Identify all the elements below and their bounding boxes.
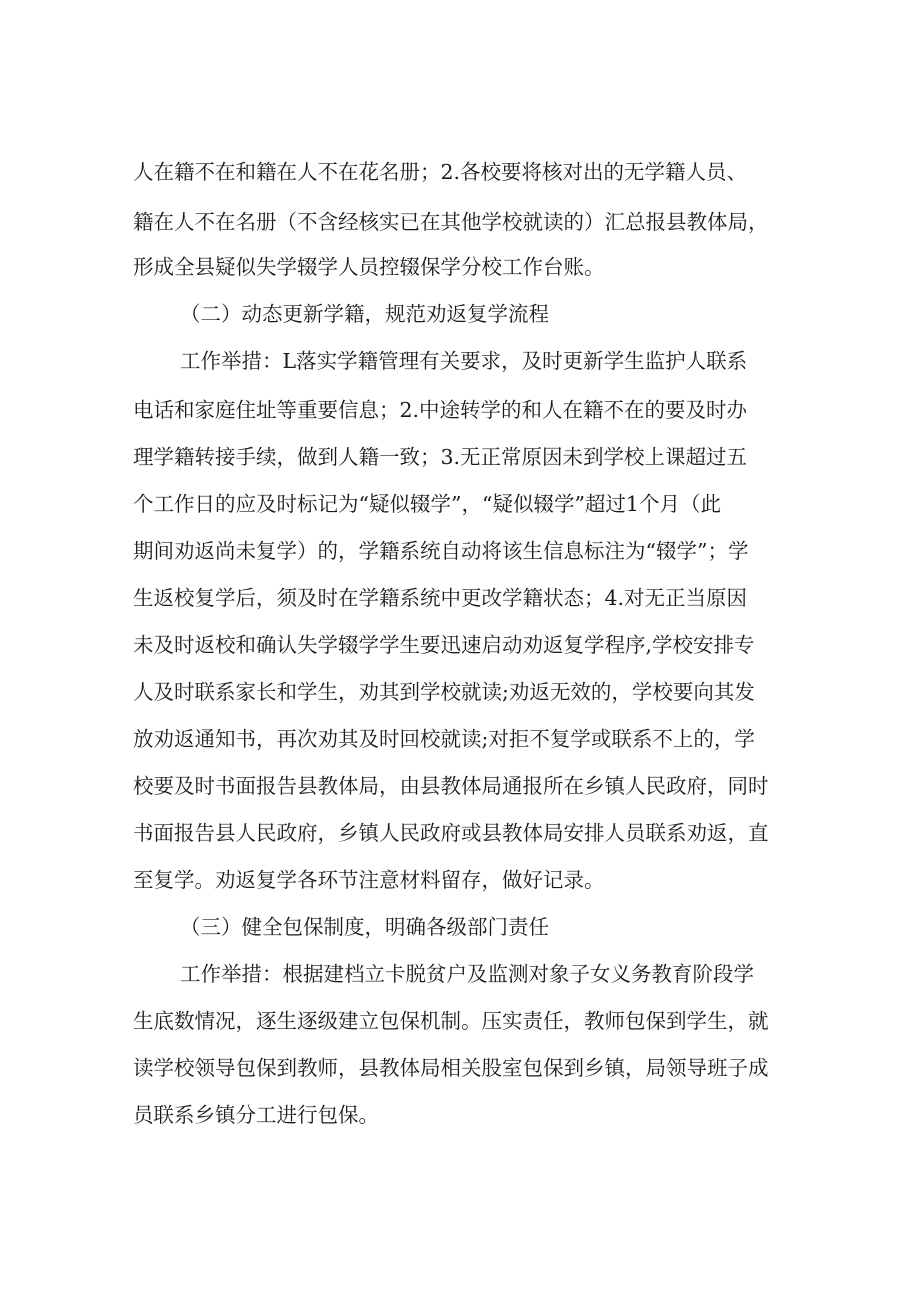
text-line: 员联系乡镇分工进行包保。 (133, 1103, 379, 1127)
text-line: 工作举措：根据建档立卡脱贫户及监测对象子女义务教育阶段学 (180, 962, 754, 986)
text-line: 理学籍转接手续，做到人籍一致；3.无正常原因未到学校上课超过五 (133, 445, 748, 469)
text-line: 书面报告县人民政府，乡镇人民政府或县教体局安排人员联系劝返，直 (133, 821, 769, 845)
text-line: 人及时联系家长和学生，劝其到学校就读;劝返无效的，学校要向其发 (133, 680, 755, 704)
text-line: 至复学。劝返复学各环节注意材料留存，做好记录。 (133, 868, 605, 892)
text-line: 个工作日的应及时标记为“疑似辍学”，“疑似辍学”超过1个月（此 (133, 492, 721, 516)
section-heading: （三）健全包保制度，明确各级部门责任 (180, 915, 549, 939)
text-line: 放劝返通知书，再次劝其及时回校就读;对拒不复学或联系不上的，学 (133, 727, 755, 751)
text-line: 籍在人不在名册（不含经核实已在其他学校就读的）汇总报县教体局， (133, 210, 769, 234)
text-line: 生返校复学后，须及时在学籍系统中更改学籍状态；4.对无正当原因 (133, 586, 748, 610)
text-line: 工作举措：L落实学籍管理有关要求，及时更新学生监护人联系 (180, 349, 748, 373)
text-line: 期间劝返尚未复学）的，学籍系统自动将该生信息标注为“辍学”；学 (133, 539, 749, 563)
section-heading: （二）动态更新学籍，规范劝返复学流程 (180, 302, 549, 326)
text-line: 读学校领导包保到教师，县教体局相关股室包保到乡镇，局领导班子成 (133, 1056, 769, 1080)
text-line: 形成全县疑似失学辍学人员控辍保学分校工作台账。 (133, 255, 605, 279)
text-line: 电话和家庭住址等重要信息；2.中途转学的和人在籍不在的要及时办 (133, 398, 748, 422)
text-line: 生底数情况，逐生逐级建立包保机制。压实责任，教师包保到学生，就 (133, 1009, 769, 1033)
text-line: 校要及时书面报告县教体局，由县教体局通报所在乡镇人民政府，同时 (133, 774, 769, 798)
text-line: 人在籍不在和籍在人不在花名册；2.各校要将核对出的无学籍人员、 (133, 160, 748, 184)
text-line: 未及时返校和确认失学辍学学生要迅速启动劝返复学程序,学校安排专 (133, 633, 755, 657)
